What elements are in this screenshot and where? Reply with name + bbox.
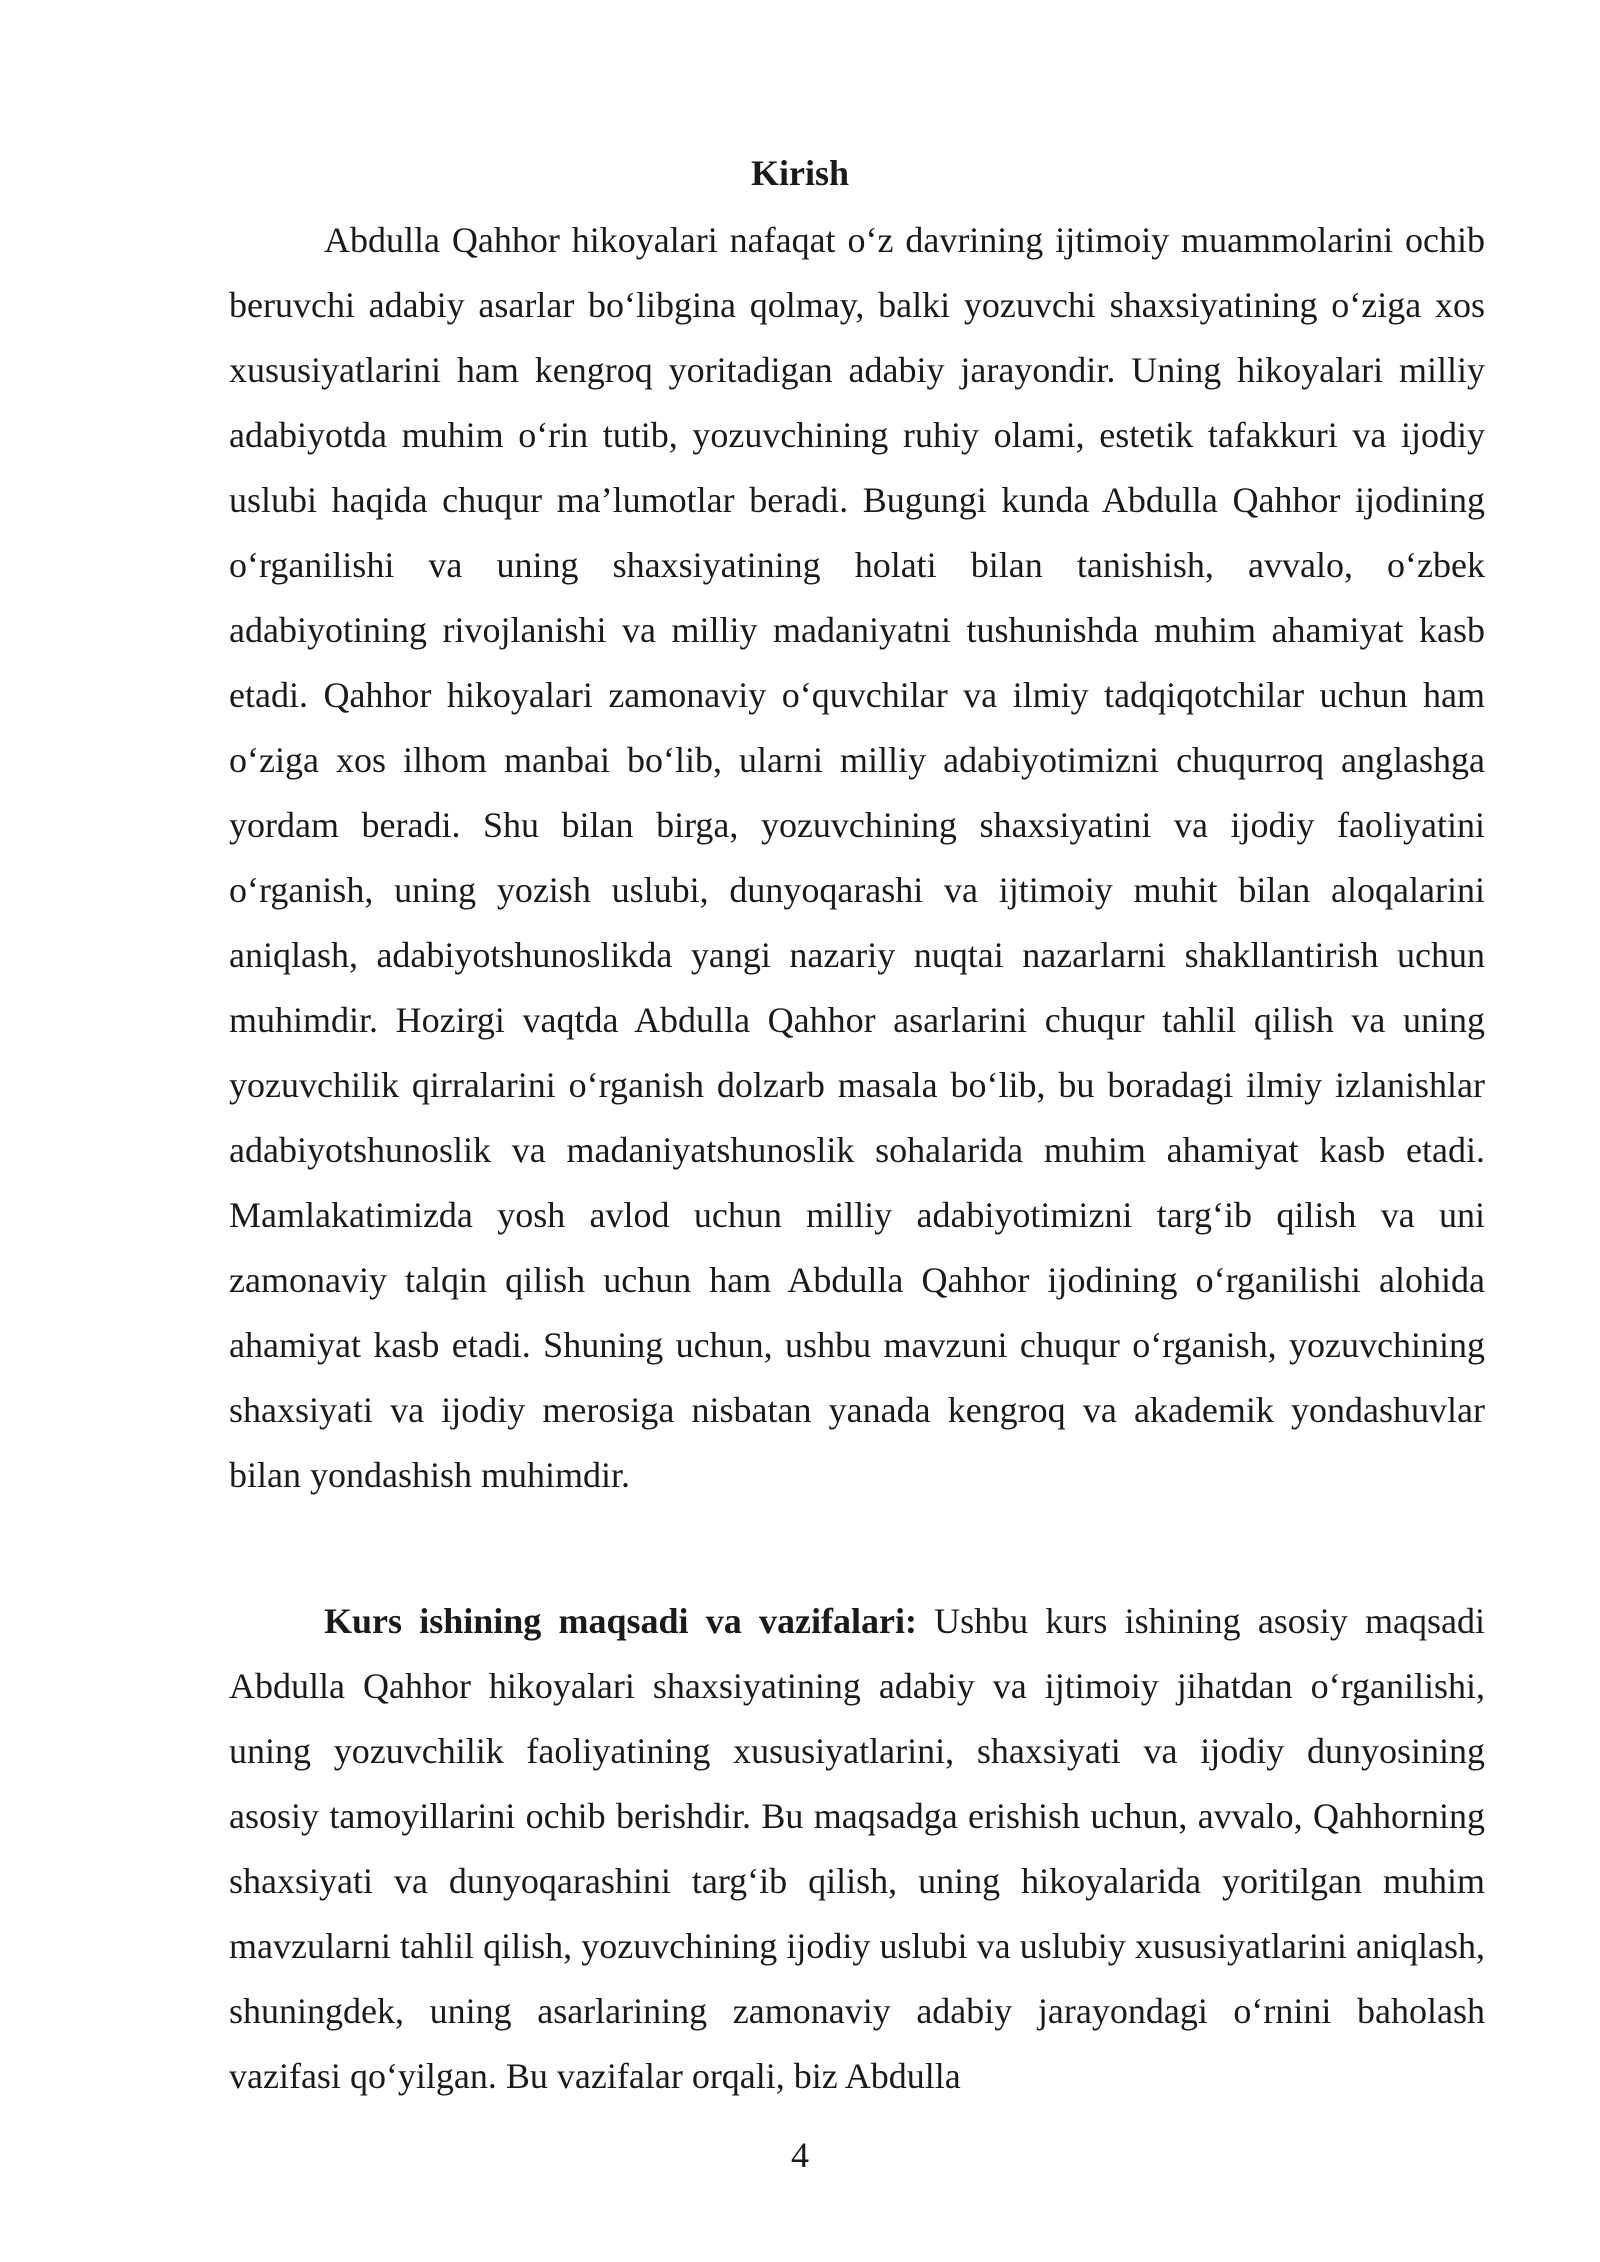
paragraph-text: Abdulla Qahhor hikoyalari nafaqat o‘z davrining ijtimoiy muammolarini ochib beruvchi adabiy asarlar bo‘libgina qolmay, balki yozuvchi shaxsiyatining o‘ziga xos xususiyatlarini ham kengroq yoritadigan adabiy jarayondir. Uning hikoyalari milliy adabiyotda muhim o‘rin tutib, yozuvchining ruhiy olami, estetik tafakkuri va ijodiy uslubi haqida chuqur ma’lumotlar beradi. Bugungi kunda Abdulla Qahhor ijodining o‘rganilishi va uning shaxsiyatining holati bilan tanishish, avvalo, o‘zbek adabiyotining rivojlanishi va milliy madaniyatni tushunishda muhim ahamiyat kasb etadi. Qahhor hikoyalari zamonaviy o‘quvchilar va ilmiy tadqiqotchilar uchun ham o‘ziga xos ilhom manbai bo‘lib, ularni milliy adabiyotimizni chuqurroq anglashga yordam beradi. Shu bilan birga, yozuvchining shaxsiyatini va ijodiy faoliyatini o‘rganish, uning yozish uslubi, dunyoqarashi va ijtimoiy muhit bilan aloqalarini aniqlash, adabiyotshunoslikda yangi nazariy nuqtai nazarlarni shakllantirish uchun muhimdir. Hozirgi vaqtda Abdulla Qahhor asarlarini chuqur tahlil qilish va uning yozuvchilik qirralarini o‘rganish dolzarb masala bo‘lib, bu boradagi ilmiy izlanishlar adabiyotshunoslik va madaniyatshunoslik sohalarida muhim ahamiyat kasb etadi. Mamlakatimizda yosh avlod uchun milliy adabiyotimizni targ‘ib qilish va uni zamonaviy talqin qilish uchun ham Abdulla Qahhor ijodining o‘rganilishi alohida ahamiyat kasb etadi. Shuning uchun, ushbu mavzuni chuqur o‘rganish, yozuvchining shaxsiyati va ijodiy merosiga nisbatan yanada kengroq va akademik yondashuvlar bilan yondashish muhimdir.	[229, 220, 1485, 1495]
introduction-paragraph	[229, 208, 1485, 1508]
paragraph-text: Ushbu kurs ishining asosiy maqsadi Abdulla Qahhor hikoyalari shaxsiyatining adabiy va ijtimoiy jihatdan o‘rganilishi, uning yozuvchilik faoliyatining xususiyatlarini, shaxsiyati va ijodiy dunyosining asosiy tamoyillarini ochib berishdir. Bu maqsadga erishish uchun, avvalo, Qahhorning shaxsiyati va dunyoqarashini targ‘ib qilish, uning hikoyalarida yoritilgan muhim mavzularni tahlil qilish, yozuvchining ijodiy uslubi va uslubiy xususiyatlarini aniqlash, shuningdek, uning asarlarining zamonaviy adabiy jarayondagi o‘rnini baholash vazifasi qo‘yilgan. Bu vazifalar orqali, biz Abdulla	[229, 1601, 1485, 2096]
section-heading: Kirish	[750, 153, 849, 193]
paragraph-lead-bold: Kurs ishining maqsadi va vazifalari:	[324, 1601, 917, 1641]
page-number: 4	[791, 2135, 809, 2175]
goals-paragraph	[229, 1589, 1485, 2109]
